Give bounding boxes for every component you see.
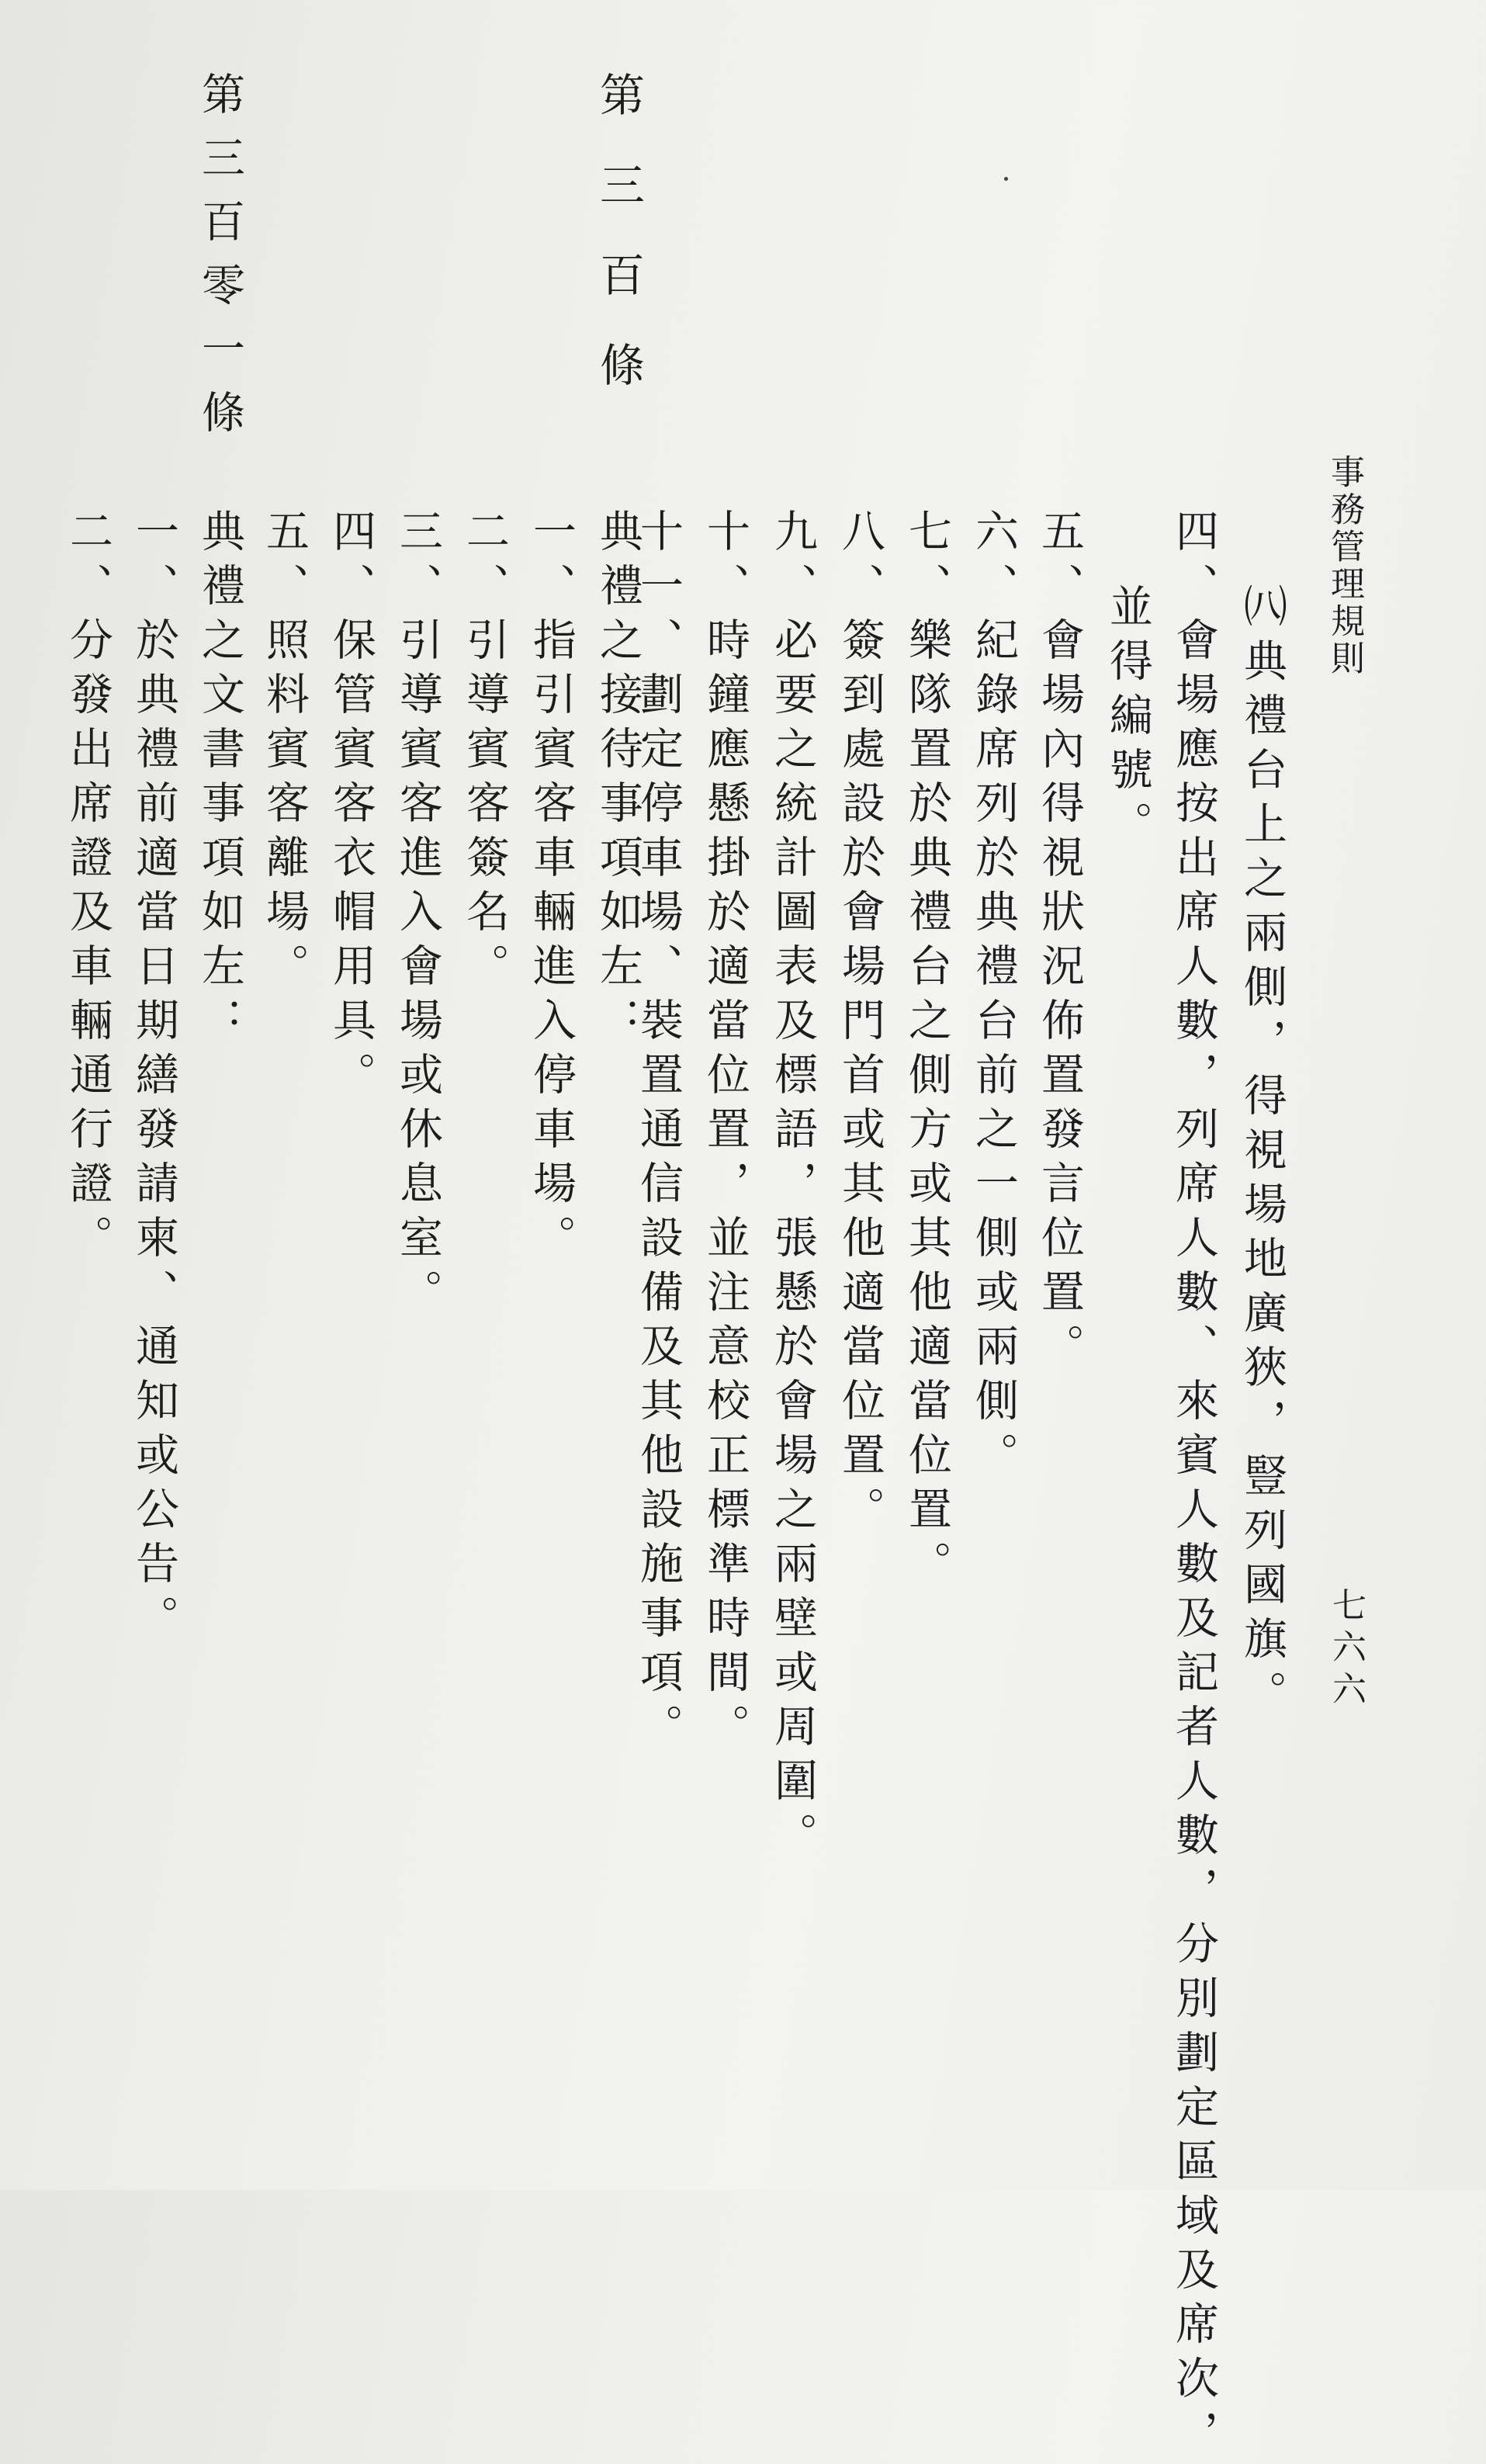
list-item: 一、於典禮前適當日期繕發請柬、通知或公告。 bbox=[129, 508, 179, 1649]
article-intro: 典禮之接待事項如左： bbox=[593, 508, 643, 1052]
list-item: 四、保管賓客衣帽用具。 bbox=[326, 508, 376, 1106]
list-item: 二、分發出席證及車輛通行證。 bbox=[63, 508, 113, 1269]
bleed-through-text bbox=[962, 109, 1016, 154]
list-item: 五、照料賓客離場。 bbox=[259, 508, 310, 997]
list-item: 二、引導賓客簽名。 bbox=[459, 508, 510, 997]
list-item: 五、會場內得視狀況佈置發言位置。 bbox=[1034, 508, 1085, 1378]
list-item: 四、會場應按出席人數，列席人數、來賓人數及記者人數，分別劃定區域及席次， bbox=[1169, 508, 1219, 2464]
print-speck bbox=[1004, 177, 1008, 181]
list-item: 六、紀錄席列於典禮台前之一側或兩側。 bbox=[968, 508, 1019, 1486]
article-heading: 第三百零一條 bbox=[195, 71, 245, 453]
book-title: 事務管理規則 bbox=[1325, 454, 1364, 678]
page-number: 七六六 bbox=[1326, 1587, 1366, 1713]
list-item: 一、指引賓客車輛進入停車場。 bbox=[526, 508, 577, 1269]
list-item: 十一、劃定停車場、裝置通信設備及其他設施事項。 bbox=[633, 508, 684, 1758]
article-heading: 第三百條 bbox=[592, 71, 645, 431]
list-item: ㈧典禮台上之兩側，得視場地廣狹，豎列國旗。 bbox=[1237, 584, 1287, 1724]
list-item: 三、引導賓客進入會場或休息室。 bbox=[393, 508, 443, 1323]
list-item: 八、簽到處設於會場門首或其他適當位置。 bbox=[835, 508, 885, 1540]
list-item: 十、時鐘應懸掛於適當位置，並注意校正標準時間。 bbox=[700, 508, 750, 1758]
list-item: 九、必要之統計圖表及標語，張懸於會場之兩壁或周圍。 bbox=[767, 508, 818, 1866]
list-item: 七、樂隊置於典禮台之側方或其他適當位置。 bbox=[902, 508, 952, 1595]
list-item: 並得編號。 bbox=[1103, 584, 1153, 855]
article-intro: 典禮之文書事項如左： bbox=[195, 508, 245, 1052]
